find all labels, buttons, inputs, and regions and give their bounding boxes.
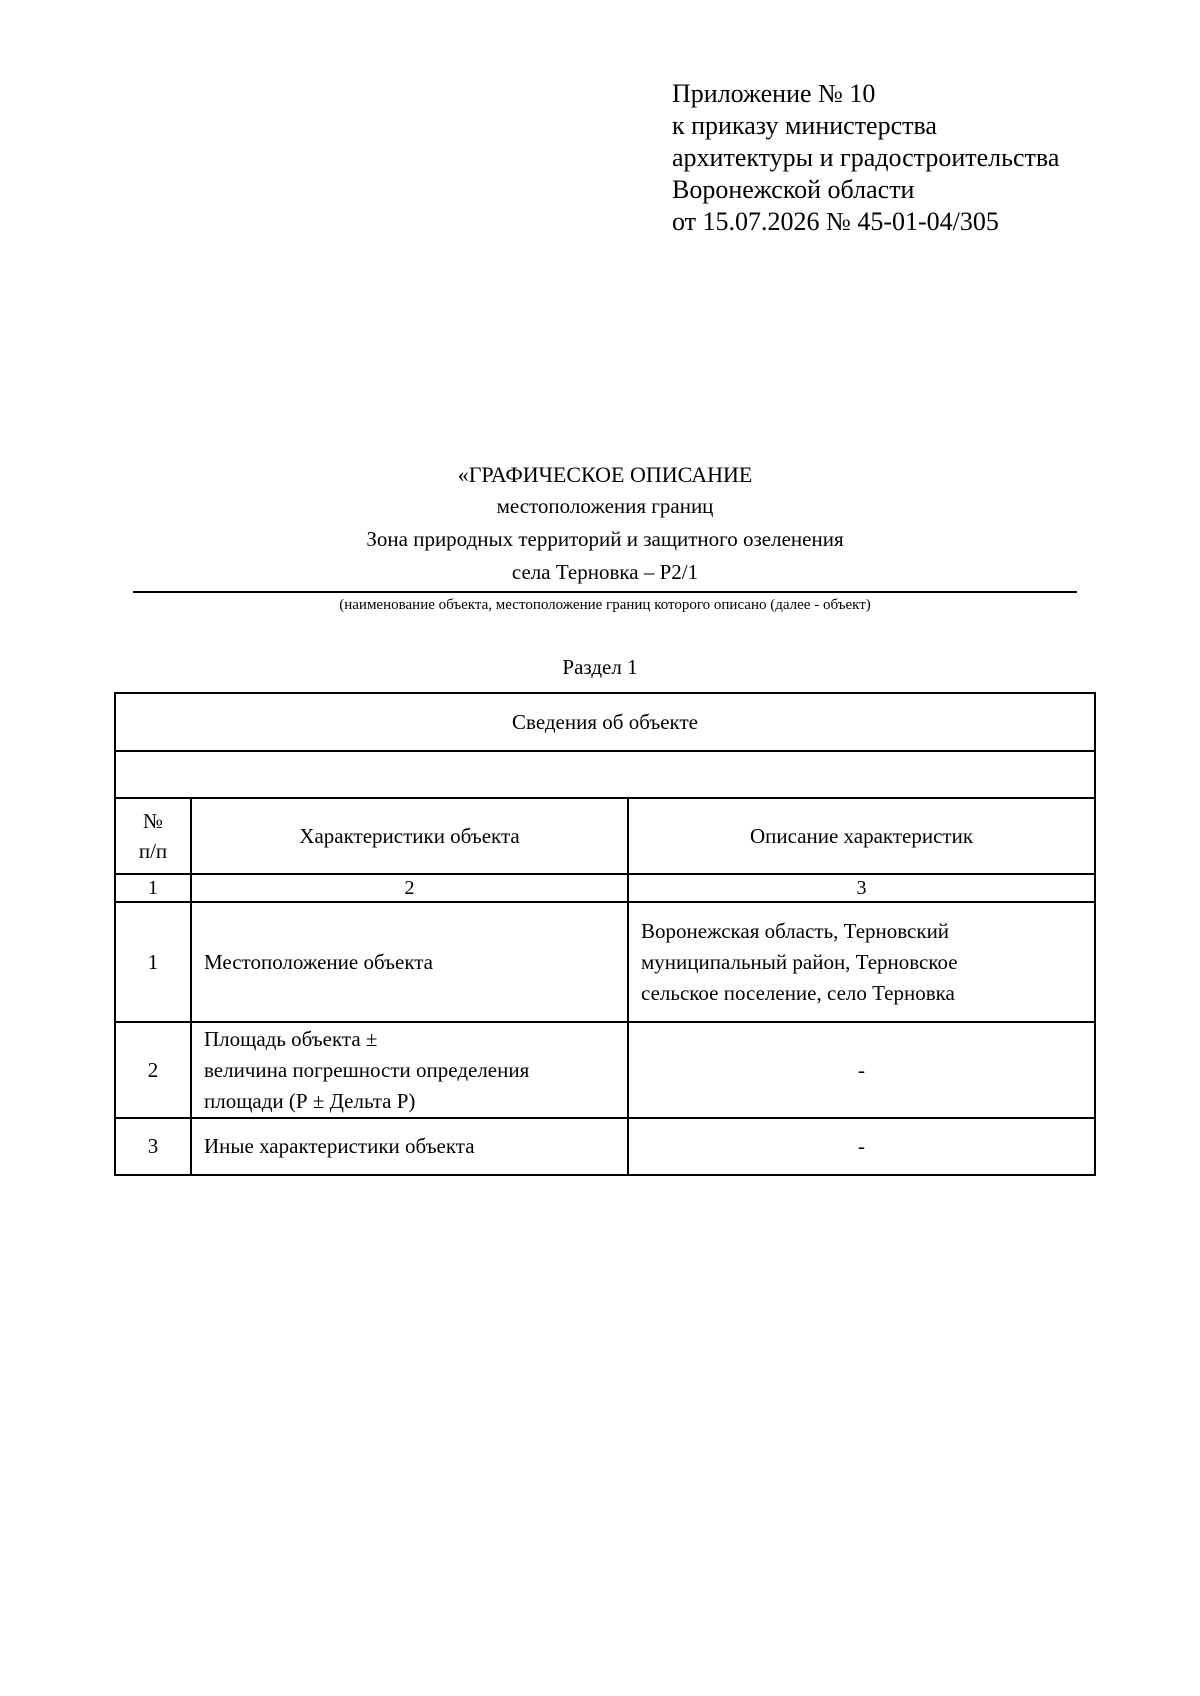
row-characteristic: Местоположение объекта [191, 902, 628, 1022]
title-underline [133, 591, 1077, 593]
table-row [115, 1022, 1095, 1118]
title-caption: (наименование объекта, местоположение границ которого описано (далее - объект) [339, 597, 871, 613]
row-num: 2 [115, 1022, 191, 1118]
column-header-characteristics: Характеристики объекта [191, 798, 628, 874]
row-description-line: муниципальный район, Терновское [641, 949, 958, 974]
title-block [133, 460, 1077, 616]
table-row [115, 902, 1095, 1022]
object-info-table [114, 692, 1096, 1176]
object-info-table-wrap [114, 692, 1094, 1176]
title-line-4: села Терновка – Р2/1 [511, 560, 699, 584]
row-characteristic-line: величина погрешности определения [204, 1057, 530, 1082]
row-description: - [628, 1118, 1095, 1175]
column-number: 2 [191, 874, 628, 902]
row-characteristic-line: Площадь объекта ± [204, 1026, 378, 1051]
row-characteristic-line: площади (Р ± Дельта Р) [204, 1088, 416, 1113]
column-number: 3 [628, 874, 1095, 902]
column-number: 1 [115, 874, 191, 902]
annex-line: к приказу министерства [672, 111, 937, 140]
annex-line: Воронежской области [672, 175, 915, 204]
column-header-description: Описание характеристик [628, 798, 1095, 874]
title-line-2: местоположения границ [496, 494, 714, 518]
column-header-num-line2: п/п [138, 839, 168, 863]
annex-block [672, 78, 1059, 238]
document-title: «ГРАФИЧЕСКОЕ ОПИСАНИЕ [457, 462, 753, 487]
column-header-num-line1: № [142, 809, 164, 833]
table-row [115, 1118, 1095, 1175]
row-description [628, 902, 1095, 1022]
row-description-line: сельское поселение, село Терновка [641, 980, 955, 1005]
annex-line: от 15.07.2026 № 45-01-04/305 [672, 207, 999, 236]
column-header-num [115, 798, 191, 874]
table-header: Сведения об объекте [115, 693, 1095, 751]
row-characteristic: Иные характеристики объекта [191, 1118, 628, 1175]
row-description: - [628, 1022, 1095, 1118]
row-characteristic [191, 1022, 628, 1118]
table-empty-row [115, 751, 1095, 798]
annex-line: архитектуры и градостроительства [672, 143, 1060, 172]
row-num: 1 [115, 902, 191, 1022]
row-num: 3 [115, 1118, 191, 1175]
title-line-3: Зона природных территорий и защитного озеленения [366, 527, 844, 551]
annex-line: Приложение № 10 [672, 79, 876, 108]
section-label: Раздел 1 [562, 655, 638, 679]
row-description-line: Воронежская область, Терновский [641, 918, 950, 943]
